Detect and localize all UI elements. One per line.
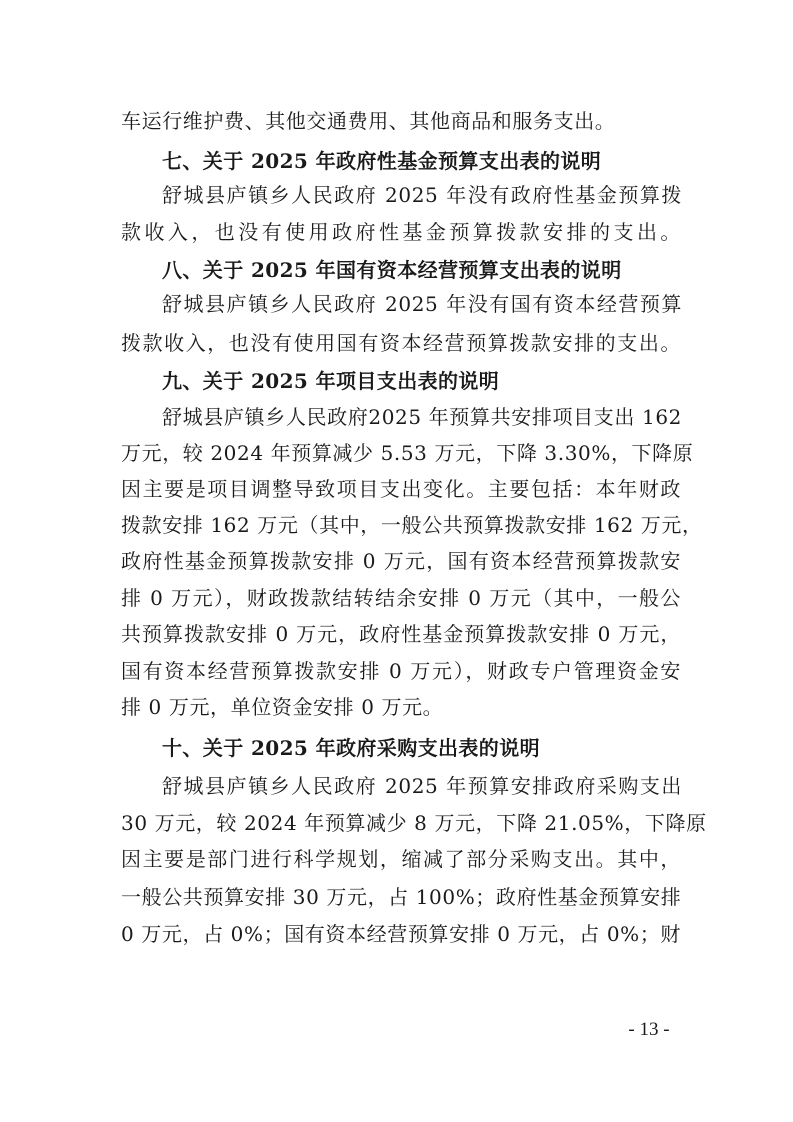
paragraph-line: 一般公共预算安排 30 万元，占 100%；政府性基金预算安排 [121, 885, 682, 909]
paragraph-line: 舒城县庐镇乡人民政府 2025 年没有国有资本经营预算 [162, 292, 682, 316]
paragraph-line: 拨款收入，也没有使用国有资本经营预算拨款安排的支出。 [121, 331, 681, 355]
page-number: - 13 - [628, 1019, 670, 1040]
paragraph-line: 国有资本经营预算拨款安排 0 万元），财政专户管理资金安 [121, 659, 681, 683]
paragraph-line: 0 万元，占 0%；国有资本经营预算安排 0 万元，占 0%；财 [121, 922, 681, 946]
paragraph-line: 30 万元，较 2024 年预算减少 8 万元，下降 21.05%，下降原 [121, 811, 707, 835]
paragraph-line: 车运行维护费、其他交通费用、其他商品和服务支出。 [121, 109, 616, 133]
paragraph-line: 舒城县庐镇乡人民政府 2025 年预算安排政府采购支出 [162, 774, 682, 798]
paragraph-line: 款收入，也没有使用政府性基金预算拨款安排的支出。 [121, 220, 681, 244]
paragraph-line: 政府性基金预算拨款安排 0 万元，国有资本经营预算拨款安 [121, 549, 681, 573]
paragraph-line: 舒城县庐镇乡人民政府2025 年预算共安排项目支出 162 [162, 405, 682, 429]
paragraph-line: 排 0 万元），财政拨款结转结余安排 0 万元（其中，一般公 [121, 586, 681, 610]
paragraph-line: 排 0 万元，单位资金安排 0 万元。 [121, 695, 444, 719]
paragraph-line: 万元，较 2024 年预算减少 5.53 万元，下降 3.30%，下降原 [121, 441, 694, 465]
section-heading-8: 八、关于 2025 年国有资本经营预算支出表的说明 [162, 258, 622, 282]
paragraph-line: 舒城县庐镇乡人民政府 2025 年没有政府性基金预算拨 [162, 183, 682, 207]
section-heading-10: 十、关于 2025 年政府采购支出表的说明 [162, 736, 540, 760]
section-heading-7: 七、关于 2025 年政府性基金预算支出表的说明 [162, 149, 602, 173]
section-heading-9: 九、关于 2025 年项目支出表的说明 [162, 369, 500, 393]
paragraph-line: 共预算拨款安排 0 万元，政府性基金预算拨款安排 0 万元， [121, 622, 681, 646]
paragraph-line: 因主要是项目调整导致项目支出变化。主要包括：本年财政 [121, 477, 681, 501]
paragraph-line: 因主要是部门进行科学规划，缩减了部分采购支出。其中， [121, 847, 681, 871]
paragraph-line: 拨款安排 162 万元（其中，一般公共预算拨款安排 162 万元， [121, 513, 703, 537]
